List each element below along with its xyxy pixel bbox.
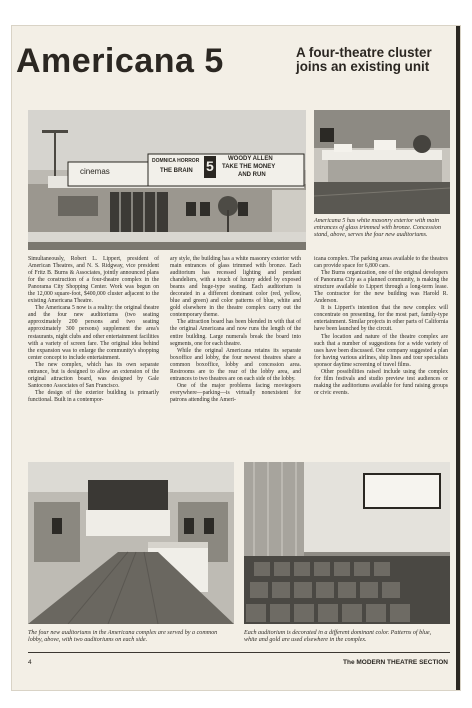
caption-concession: Americana 5 has white masonry exterior with main entrances of glass trimmed with bronze. Concession stand, above, serves the four new auditoriums. — [314, 218, 441, 239]
body-col2-para-4: One of the major problems facing moviegoers everywhere—parking—is virtually nonexistent for patrons attending the Ameri- — [170, 382, 301, 403]
marquee-right-line1: WOODY ALLEN — [228, 156, 273, 162]
marquee-left-sign: cinemas — [80, 167, 110, 176]
body-column-3 — [314, 256, 448, 397]
marquee-number: 5 — [206, 158, 214, 174]
auditorium-photo — [244, 462, 450, 624]
article-title: Americana 5 — [16, 42, 224, 80]
body-col3-para-1: icana complex. The parking areas available to the theatres can provide space for 6,800 cars. — [314, 256, 448, 270]
exterior-photo — [28, 110, 306, 250]
footer-rule — [28, 652, 450, 653]
section-label: The MODERN THEATRE SECTION — [343, 659, 448, 666]
article-subtitle: A four-theatre cluster joins an existing unit — [296, 45, 432, 74]
body-col2-para-2: The attraction board has been blended in with that of the original Americana and now runs the length of the entire building. Large numerals break the board into segments, one for each theatre. — [170, 319, 301, 347]
body-col2-para-3: While the original Americana retains its separate boxoffice and lobby, the four newest theatres share a common boxoffice, lobby and concession area. Restrooms are to the rear of the lobby area, and entrances to two theatres are on each side of the lobby. — [170, 347, 301, 382]
caption-lobby: The four new auditoriums in the Americana complex are served by a common lobby, above, with two auditoriums on each side. — [28, 630, 218, 644]
body-col1-para-4: The design of the exterior building is primarily functional. Built in a contempor- — [28, 389, 159, 403]
body-col3-para-2: The Burns organization, one of the original developers of Panorama City as a planned community, is making the structure available to Lippert through a long-term lease. The contractor for the new building was Harold R. Anderson. — [314, 270, 448, 305]
body-col1-para-3: The new complex, which has its own separate entrance, but is designed to allow an extension of the original attraction board, was designed by Gale Santocono Associates of San Francisco. — [28, 361, 159, 389]
lobby-photo — [28, 462, 234, 624]
concession-stand-photo — [314, 110, 450, 214]
marquee-right-line3: AND RUN — [238, 172, 266, 178]
body-col3-para-5: Other possibilities raised include using the complex for film festivals and studio preview test audiences or making the auditoriums available for fund raising groups or civic events. — [314, 368, 448, 396]
body-col3-para-3: It is Lippert's intention that the new complex will concentrate on presenting, for the most part, family-type entertainment. Similar projects in other parts of California have been launched by the circuit. — [314, 305, 448, 333]
marquee-middle-line1: DOMNICA HORROR — [152, 158, 200, 164]
body-col1-para-2: The Americana 5 now is a reality: the original theatre and the four new auditoriums (two seating approximately 200 persons and two seating approximately 300 persons) supplement the area's restaurants, night clubs and other entertainment facilities with a variety of screen fare. The original idea behind the expansion was to enlarge the community's shopping center concept to include entertainment. — [28, 305, 159, 361]
page-number: 4 — [28, 659, 32, 666]
marquee-right-line2: TAKE THE MONEY — [222, 164, 276, 170]
caption-auditorium: Each auditorium is decorated in a different dominant color. Patterns of blue, white and gold are used elsewhere in the complex. — [244, 630, 432, 644]
page-edge-bar — [456, 26, 460, 690]
marquee-middle-line2: THE BRAIN — [160, 168, 193, 174]
body-column-1 — [28, 256, 159, 404]
body-col3-para-4: The location and nature of the theatre complex are such that a number of suggestions for a wide variety of uses have been discussed. One company suggested a plan for having various airlines, ship lines and tour specialists sponsor daytime screening of travel films. — [314, 333, 448, 368]
body-column-2 — [170, 256, 301, 404]
body-col1-para-1: Simultaneously, Robert L. Lippert, president of American Theatres, and N. S. Ridgway, vice president of Fritz B. Burns & Associates, jointly announced plans for the construction of a four-theatre complex in the Panorama City Shopping Center. Work was begun on the 12,000 square-foot, $400,000 cluster adjacent to the existing Americana Theatre. — [28, 256, 159, 305]
body-col2-para-1: ary style, the building has a white masonry exterior with main entrances of glass trimmed with bronze. Each auditorium has recessed lighting and pendant chandeliers, with a touch of luxury added by exposed beams and huge-type seating. Each auditorium is decorated in a different dominant color (red, yellow, blue and green) and color patterns of blue, white and gold elsewhere in the theatre complex carry out the contemporary theme. — [170, 256, 301, 319]
